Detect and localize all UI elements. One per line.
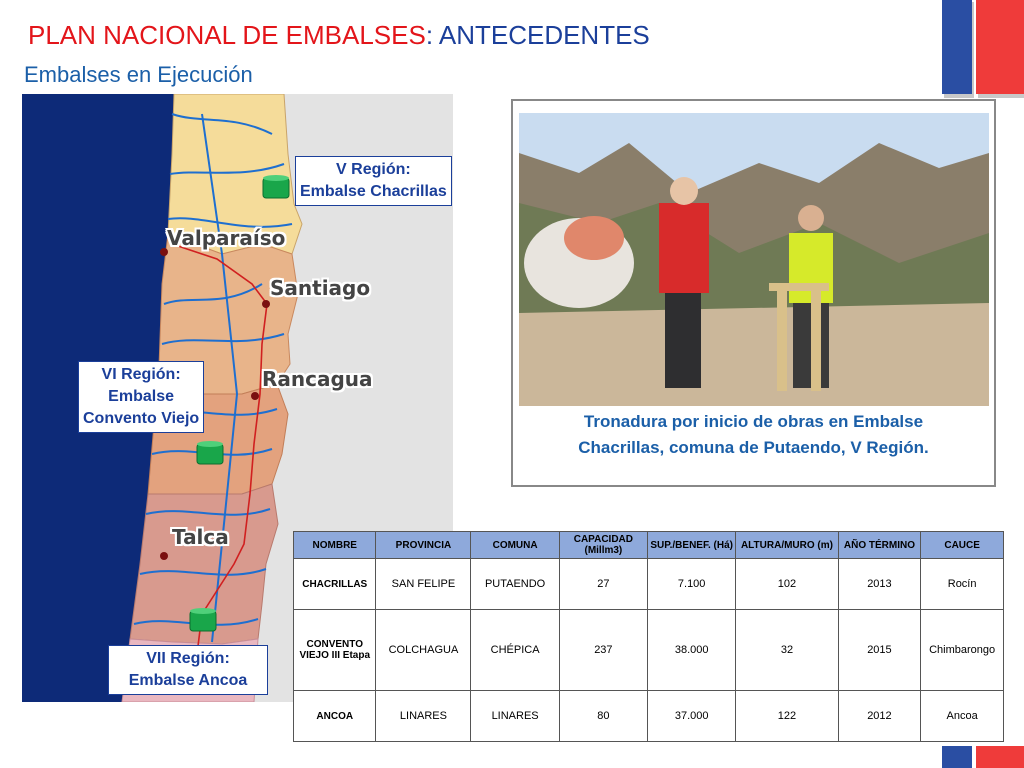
slide-subtitle: Embalses en Ejecución: [24, 62, 253, 87]
table-cell: LINARES: [471, 691, 559, 742]
table-cell: 122: [736, 691, 838, 742]
table-header: CAUCE: [921, 532, 1004, 559]
table-cell: 7.100: [647, 559, 735, 610]
table-cell: 38.000: [647, 610, 735, 691]
table-cell: 80: [559, 691, 647, 742]
table-cell: ANCOA: [294, 691, 376, 742]
callout-v-line1: V Región:: [336, 161, 411, 178]
photo-frame: [511, 99, 996, 487]
table-cell: 37.000: [647, 691, 735, 742]
photo-caption-line2: Chacrillas, comuna de Putaendo, V Región.: [578, 438, 929, 457]
photo-caption: [513, 409, 994, 461]
table-header: AÑO TÉRMINO: [838, 532, 921, 559]
flag-logo: [942, 0, 1024, 98]
city-label-rancagua: Rancagua: [262, 367, 373, 391]
callout-vii-region: [108, 645, 268, 695]
table-header-row: [294, 532, 1004, 559]
table-cell: 2012: [838, 691, 921, 742]
table-cell: COLCHAGUA: [376, 610, 471, 691]
table-row: [294, 691, 1004, 742]
table-header: COMUNA: [471, 532, 559, 559]
embalses-table: [293, 531, 1004, 742]
callout-vi-line3: Convento Viejo: [83, 410, 200, 427]
table-header: ALTURA/MURO (m): [736, 532, 838, 559]
callout-vi-region: [78, 361, 204, 433]
table-cell: 27: [559, 559, 647, 610]
table-cell: SAN FELIPE: [376, 559, 471, 610]
table-header: NOMBRE: [294, 532, 376, 559]
table-header: SUP./BENEF. (Há): [647, 532, 735, 559]
city-label-talca: Talca: [172, 525, 229, 549]
table-row: [294, 610, 1004, 691]
table-cell: Ancoa: [921, 691, 1004, 742]
callout-v-line2: Embalse Chacrillas: [300, 183, 447, 200]
table-cell: CHÉPICA: [471, 610, 559, 691]
table-cell: 2015: [838, 610, 921, 691]
table-cell: 2013: [838, 559, 921, 610]
table-cell: LINARES: [376, 691, 471, 742]
dam-marker-chacrillas: [263, 175, 289, 198]
table-cell: 237: [559, 610, 647, 691]
table-header: PROVINCIA: [376, 532, 471, 559]
table-header: CAPACIDAD (Millm3): [559, 532, 647, 559]
city-label-valparaiso: Valparaíso: [167, 226, 286, 250]
table-cell: 32: [736, 610, 838, 691]
photo-caption-line1: Tronadura por inicio de obras en Embalse: [583, 412, 924, 431]
table-cell: Chimbarongo: [921, 610, 1004, 691]
callout-vii-line2: Embalse Ancoa: [128, 672, 248, 689]
table-cell: PUTAENDO: [471, 559, 559, 610]
callout-vi-line1: VI Región:: [101, 366, 181, 383]
table-cell: CONVENTO VIEJO III Etapa: [294, 610, 376, 691]
table-row: [294, 559, 1004, 610]
dam-marker-convento-viejo: [197, 441, 223, 464]
title-main: PLAN NACIONAL DE EMBALSES: [28, 20, 426, 50]
table-cell: Rocín: [921, 559, 1004, 610]
callout-vi-line2: Embalse: [108, 388, 174, 405]
slide-title: [28, 20, 650, 51]
photo-ceremony: [519, 113, 989, 406]
table-cell: 102: [736, 559, 838, 610]
table-cell: CHACRILLAS: [294, 559, 376, 610]
callout-vii-line1: VII Región:: [146, 650, 230, 667]
title-secondary: : ANTECEDENTES: [425, 20, 650, 50]
callout-v-region: [295, 156, 452, 206]
city-label-santiago: Santiago: [270, 276, 371, 300]
dam-marker-ancoa: [190, 608, 216, 631]
flag-logo-footer: [942, 746, 1024, 768]
